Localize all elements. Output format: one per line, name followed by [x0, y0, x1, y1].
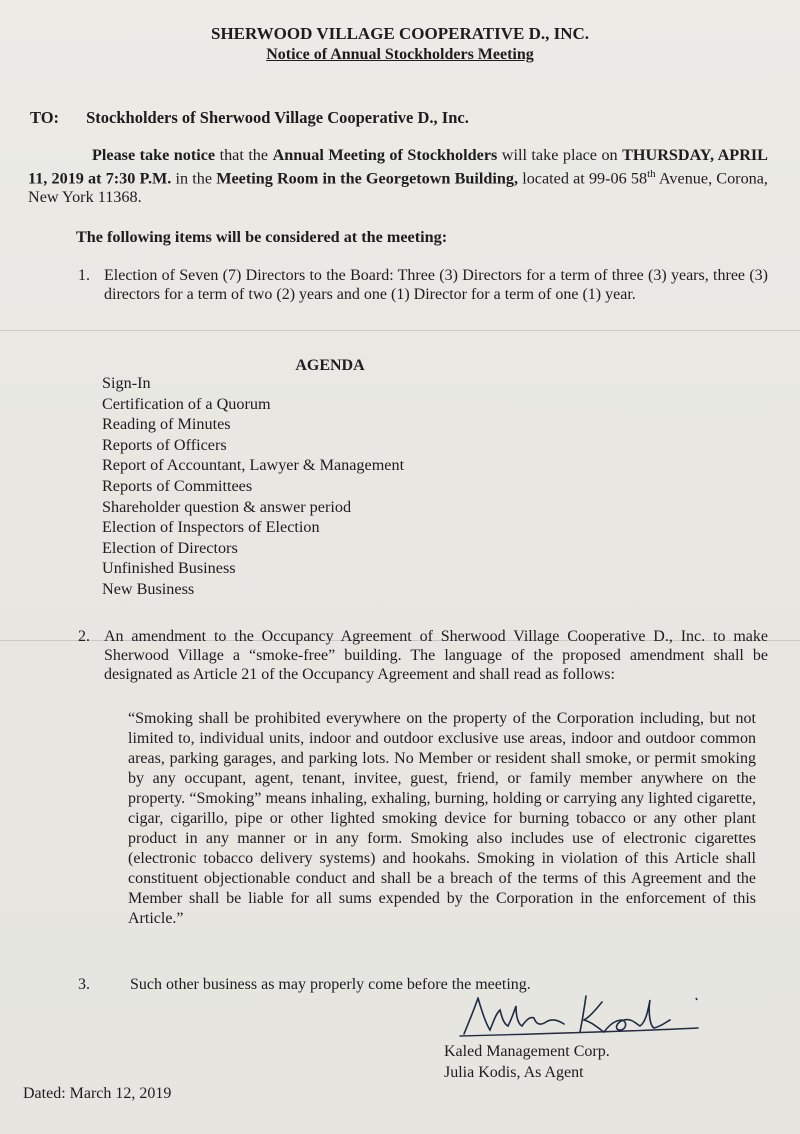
agenda-item-2: 2. An amendment to the Occupancy Agreement of Sherwood Village Cooperative D., Inc. to make Sherwood Village a “smoke-free” building. The language of the proposed amendment shall be designated as Article 21 of the Occupancy Agreement and shall read as follows:: [78, 628, 768, 683]
notice-title: Notice of Annual Stockholders Meeting: [266, 46, 534, 63]
list-item: Election of Directors: [102, 538, 238, 557]
items-heading: The following items will be considered at the meeting:: [76, 228, 448, 246]
list-item: Sign-In: [102, 374, 151, 392]
list-item: Reports of Officers: [102, 435, 227, 454]
directors-election-text: Election of Seven (7) Directors to the Board: Three (3) Directors for a term of three (3) years, three (3) directors for a term of two (2) years and one (1) Director for a term of one (1) year.: [104, 267, 768, 303]
dated-line: Dated: March 12, 2019: [23, 1085, 172, 1102]
recipients: Stockholders of Sherwood Village Cooperative D., Inc.: [86, 108, 469, 127]
list-item: Report of Accountant, Lawyer & Management: [102, 456, 405, 475]
management-company: Kaled Management Corp.: [444, 1043, 610, 1060]
amendment-text: An amendment to the Occupancy Agreement of Sherwood Village Cooperative D., Inc. to make Sherwood Village a “smoke-free” building. The language of the proposed amendment shall be designated as Article 21 of the Occupancy Agreement and shall read as follows:: [104, 628, 768, 683]
article-21-quote: “Smoking shall be prohibited everywhere on the property of the Corporation including, but not limited to, individual units, indoor and outdoor exclusive use areas, indoor and outdoor common areas, parking garages, and parking lots. No Member or resident shall smoke, or permit smoking by any occupant, agent, tenant, invitee, guest, friend, or family member anywhere on the property. “Smoking” means inhaling, exhaling, burning, holding or carrying any lighted cigarette, cigar, cigarillo, pipe or other lighted smoking device for burning tobacco or any other plant product in any manner or in any form. Smoking also includes use of electronic cigarettes (electronic tobacco delivery systems) and hookahs. Smoking in violation of this Article shall constituent objectionable conduct and shall be a breach of the terms of this Agreement and the Member shall be liable for all sums expended by the Corporation in the enforcement of this Article.”: [128, 710, 756, 927]
list-item: New Business: [102, 579, 195, 598]
list-item: Unfinished Business: [102, 559, 236, 578]
list-item: Shareholder question & answer period: [102, 497, 352, 516]
signature-block: [444, 1041, 610, 1083]
list-item: Reports of Committees: [102, 476, 253, 495]
recipient-line: [30, 108, 469, 127]
meeting-notice-paragraph: Please take notice that the Annual Meeting of Stockholders will take place on THURSDAY, APRIL 11, 2019 at 7:30 P.M. in the Meeting Room in the Georgetown Building, located at 99-06 58th Avenue, Corona, New York 11368.: [28, 146, 768, 207]
handwritten-signature: [456, 990, 706, 1038]
paper-fold-line: [0, 330, 800, 331]
agenda-list: [102, 373, 404, 600]
list-item: Election of Inspectors of Election: [102, 518, 320, 537]
agenda-heading: AGENDA: [295, 357, 365, 374]
other-business-text: Such other business as may properly come before the meeting.: [130, 976, 531, 993]
signer-name: Julia Kodis, As Agent: [444, 1064, 584, 1081]
agenda-item-3: 3. Such other business as may properly come before the meeting.: [78, 976, 531, 993]
to-label: TO:: [30, 108, 60, 127]
company-name: SHERWOOD VILLAGE COOPERATIVE D., INC.: [210, 24, 590, 43]
list-item: Certification of a Quorum: [102, 394, 271, 413]
agenda-item-1: 1. Election of Seven (7) Directors to the Board: Three (3) Directors for a term of three (3) years, three (3) directors for a term of two (2) years and one (1) Director for a term of one (1) year.: [78, 267, 768, 303]
list-item: Reading of Minutes: [102, 415, 231, 434]
